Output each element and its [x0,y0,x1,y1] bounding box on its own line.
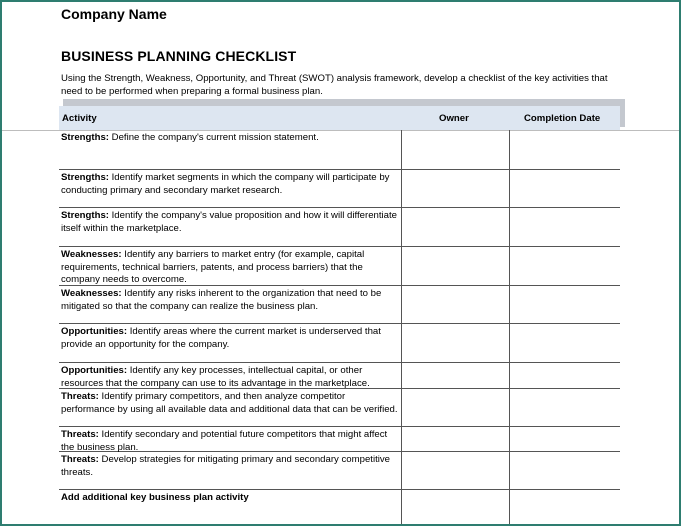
table-row[interactable] [59,170,620,208]
column-header-owner: Owner [439,113,469,124]
activity-cell [61,391,401,416]
add-activity-label: Add additional key business plan activity [61,492,249,503]
table-row[interactable] [59,452,620,490]
activity-cell [61,132,401,145]
activity-category: Threats: [61,454,99,465]
document-title: BUSINESS PLANNING CHECKLIST [61,48,297,64]
activity-category: Strengths: [61,210,109,221]
activity-cell [61,326,401,351]
table-row[interactable] [59,363,620,389]
activity-category: Weaknesses: [61,288,122,299]
column-header-completion-date: Completion Date [524,113,601,124]
activity-text: Identify secondary and potential future competitors that might affect the business plan. [61,429,388,453]
table-row[interactable] [59,130,620,170]
activity-cell [61,492,401,505]
activity-text: Develop strategies for mitigating primary and secondary competitive threats. [61,454,391,478]
activity-category: Strengths: [61,172,109,183]
activity-category: Threats: [61,391,99,402]
activity-text: Identify primary competitors, and then analyze competitor performance by using all available data and additional data that can be verified. [61,391,398,415]
activity-text: Identify any barriers to market entry (for example, capital requirements, technical barriers, patents, and process barriers) that the company needs to overcome. [61,249,365,286]
activity-cell [61,210,401,235]
activity-cell [61,365,401,389]
activity-cell [61,288,401,313]
activity-cell [61,172,401,197]
checklist-table [59,130,620,526]
column-header-activity: Activity [62,113,97,124]
activity-text: Identify any risks inherent to the organization that need to be mitigated so that the company can realize the business plan. [61,288,382,312]
activity-text: Identify market segments in which the company will participate by conducting primary and secondary market research. [61,172,390,196]
activity-cell [61,454,401,479]
activity-cell [61,429,401,453]
activity-category: Strengths: [61,132,109,143]
activity-text: Identify any key processes, intellectual capital, or other resources that the company can use to its advantage in the marketplace. [61,365,370,389]
table-row[interactable] [59,247,620,286]
table-row[interactable] [59,389,620,427]
activity-category: Threats: [61,429,99,440]
table-row[interactable] [59,490,620,526]
activity-text: Identify the company's value proposition and how it will differentiate itself within the marketplace. [61,210,398,234]
activity-text: Identify areas where the current market is underserved that provide an opportunity for the company. [61,326,381,350]
table-row[interactable] [59,286,620,324]
activity-cell [61,249,401,287]
activity-category: Opportunities: [61,365,128,376]
table-row[interactable] [59,427,620,452]
table-row[interactable] [59,208,620,247]
activity-category: Opportunities: [61,326,128,337]
activity-text: Define the company's current mission statement. [108,132,319,143]
table-row[interactable] [59,324,620,363]
company-name: Company Name [61,6,167,22]
intro-paragraph: Using the Strength, Weakness, Opportunity, and Threat (SWOT) analysis framework, develop a checklist of the key activities that need to be performed when preparing a formal business plan. [61,73,608,97]
activity-category: Weaknesses: [61,249,122,260]
